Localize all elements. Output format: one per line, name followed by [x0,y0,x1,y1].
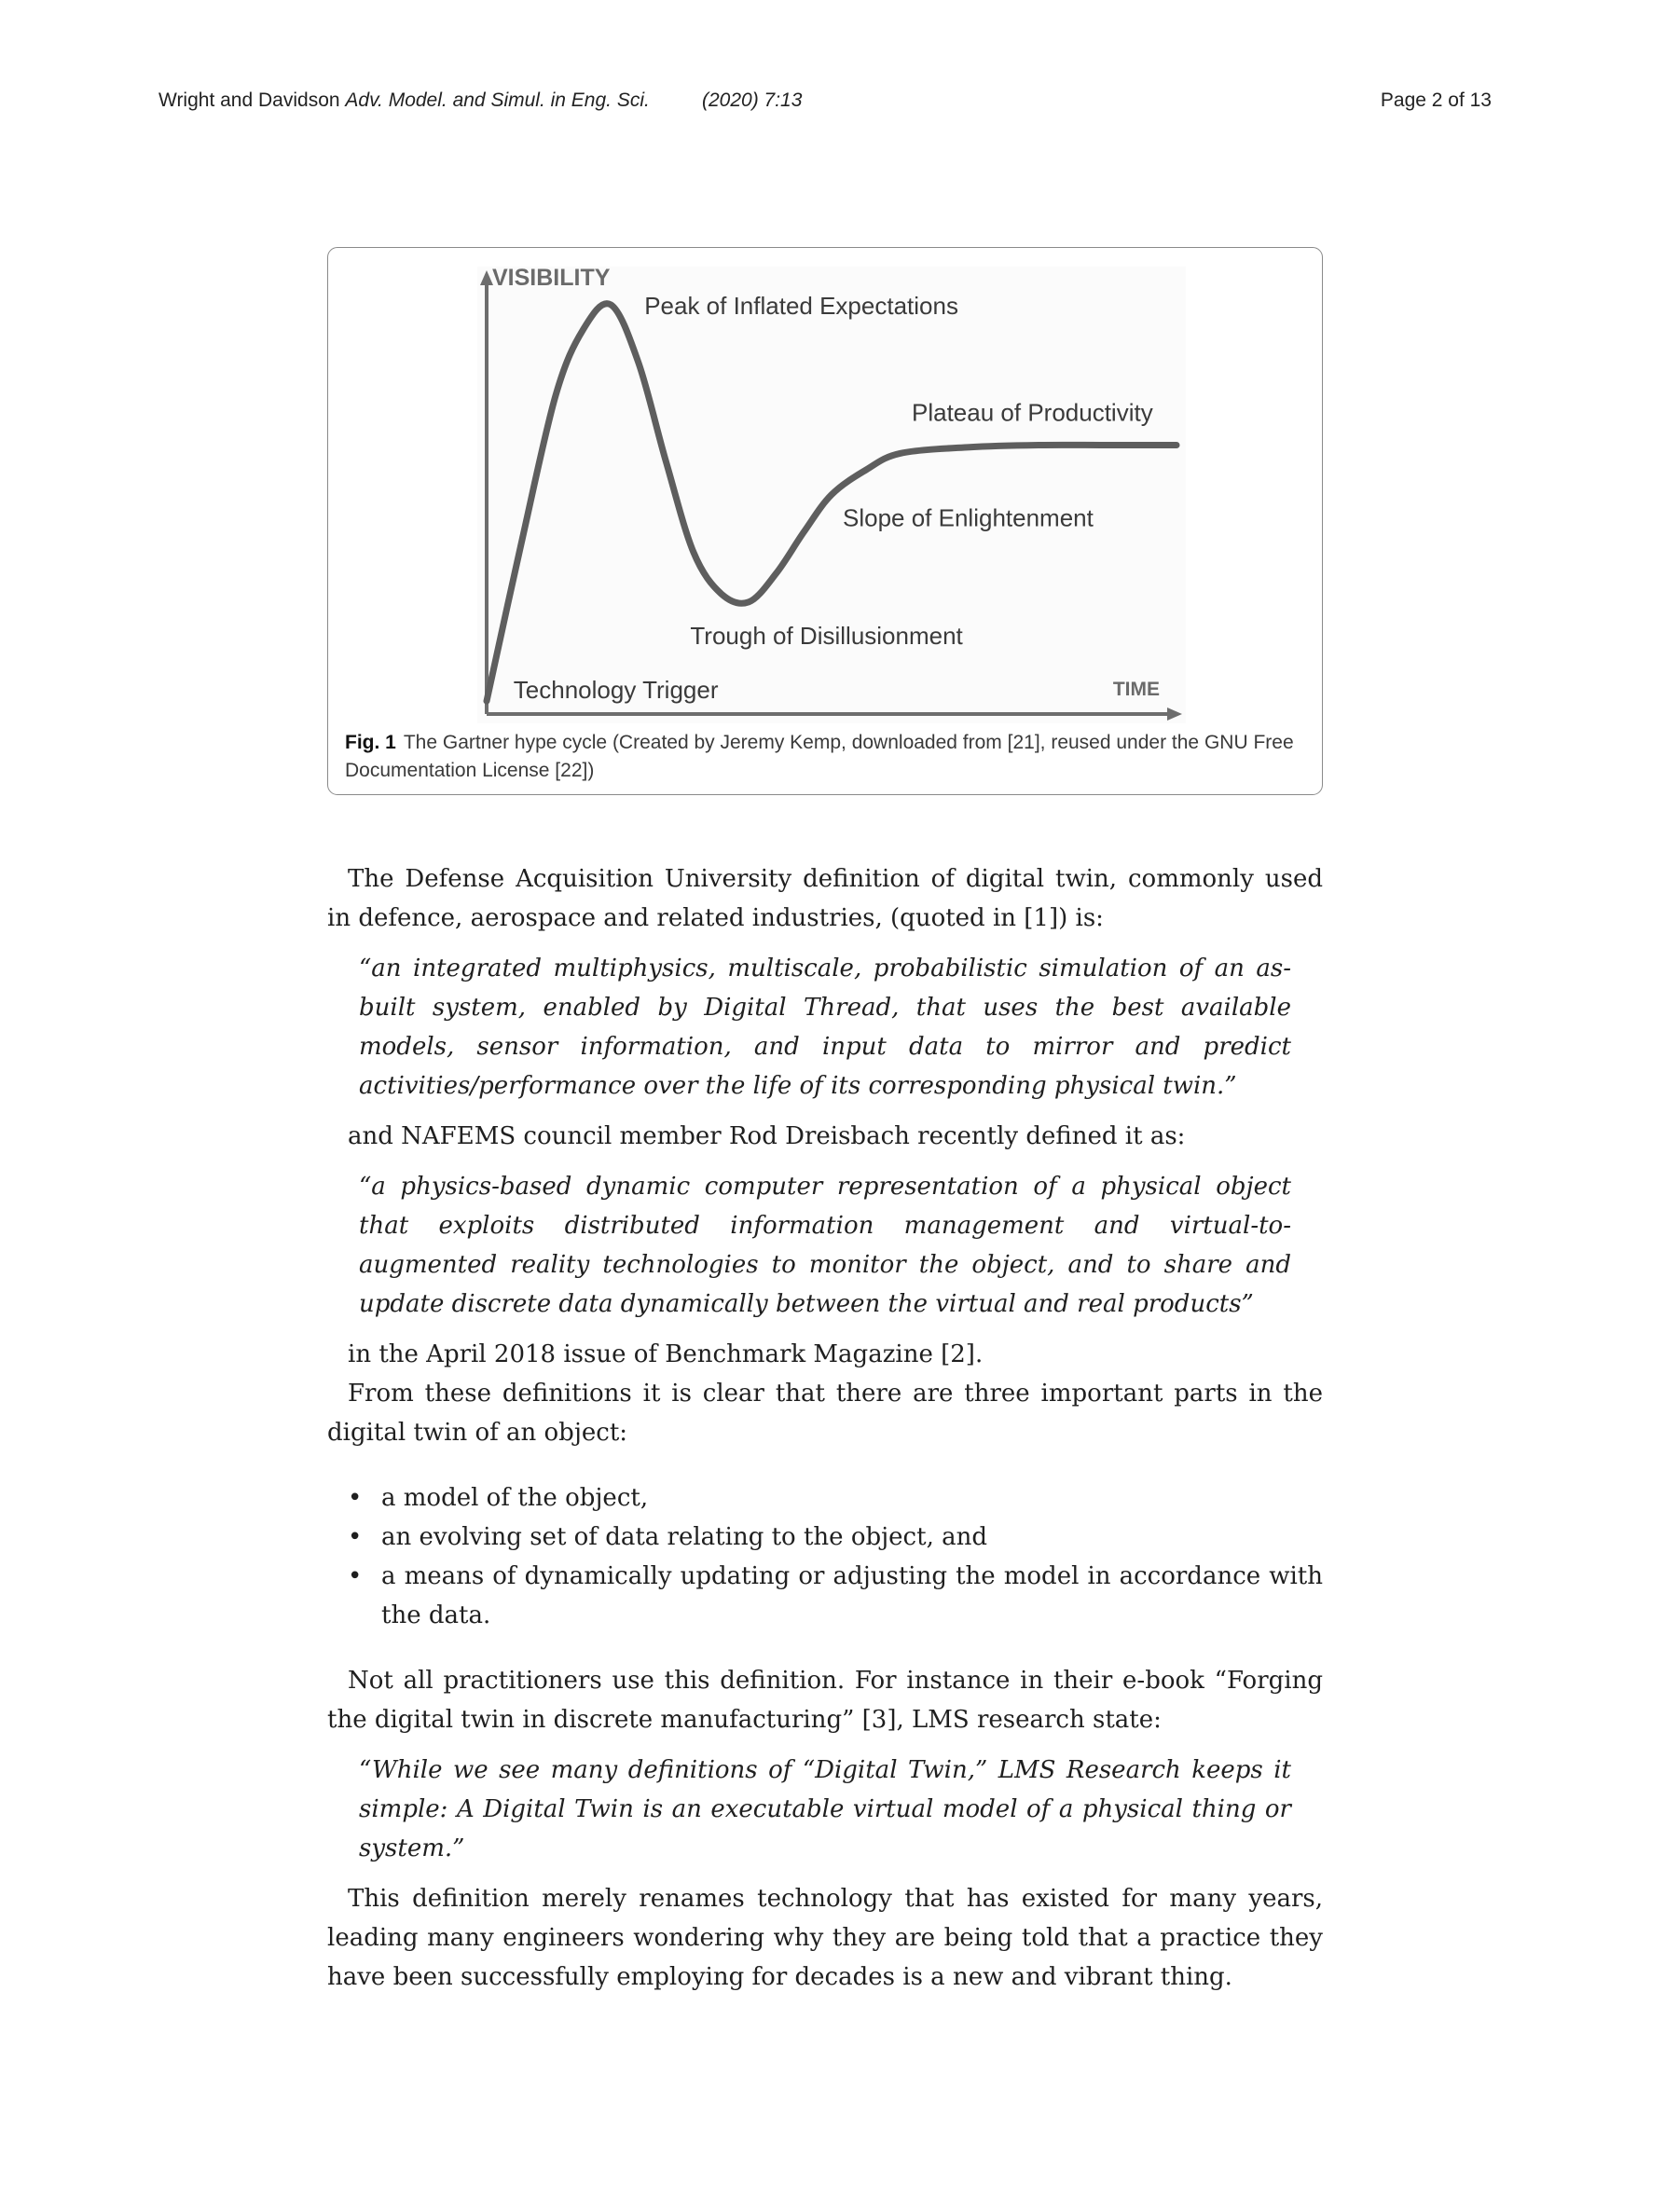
running-header [158,89,1492,117]
list-item-text: a model of the object, [381,1484,649,1512]
quote-nafems-definition: “a physics-based dynamic computer representation of a physical object that exploits distributed information management and virtual-to-augmented reality technologies to monitor the object, and to share and update discrete data dynamically between the virtual and real products” [359,1173,1291,1318]
bullet-icon: • [348,1523,363,1551]
header-journal: Adv. Model. and Simul. in Eng. Sci. [345,89,650,111]
header-year: (2020) 7:13 [702,89,803,111]
header-authors: Wright and Davidson [158,89,340,111]
list-item-text: a means of dynamically updating or adjusting the model in accordance with the data. [381,1562,1323,1629]
header-citation [158,89,650,112]
article-body [327,859,1323,1997]
figure-1 [327,247,1323,795]
list-item-text: an evolving set of data relating to the object, and [381,1523,987,1551]
phase-label: Plateau of Productivity [912,398,1153,427]
quote-dau-definition: “an integrated multiphysics, multiscale, probabilistic simulation of an as-built system, enabled by Digital Thread, that uses the best available models, sensor information, and input data to mirror and predict activities/performance over the life of its corresponding physical twin.” [359,955,1291,1100]
quote-lms-definition: “While we see many definitions of “Digital Twin,” LMS Research keeps it simple: A Digital Twin is an executable virtual model of a physical thing or system.” [359,1756,1291,1862]
figure-caption-text: The Gartner hype cycle (Created by Jeremy Kemp, downloaded from [21], reused under the GNU Free Documentation License [22]) [345,732,1294,781]
phase-label: Peak of Inflated Expectations [644,291,958,320]
phase-label: Technology Trigger [513,676,719,705]
list-item [327,1478,1323,1518]
phase-label: Slope of Enlightenment [843,503,1094,532]
paragraph-lms-intro: Not all practitioners use this definition. For instance in their e-book “Forging the digital twin in discrete manufacturing” [3], LMS research state: [327,1667,1323,1734]
paragraph-dau-definition: The Defense Acquisition University definition of digital twin, commonly used in defence, aerospace and related industries, (quoted in [1]) is: [327,865,1323,932]
paragraph-renames-technology: This definition merely renames technology that has existed for many years, leading many engineers wondering why they are being told that a practice they have been successfully employing for decades is a new and vibrant thing. [327,1885,1323,1991]
paragraph-three-parts: From these definitions it is clear that there are three important parts in the digital twin of an object: [327,1380,1323,1447]
y-axis-label: VISIBILITY [492,265,611,291]
bullet-icon: • [348,1562,363,1590]
figure-label: Fig. 1 [345,732,396,753]
bullet-icon: • [348,1484,363,1512]
x-axis-label: TIME [1112,679,1160,700]
digital-twin-parts-list [327,1478,1323,1635]
list-item [327,1557,1323,1635]
hype-cycle-chart [328,248,1324,723]
paragraph-benchmark-source: in the April 2018 issue of Benchmark Magazine [2]. [348,1340,984,1368]
figure-caption [345,729,1305,785]
paragraph-nafems-intro: and NAFEMS council member Rod Dreisbach recently defined it as: [348,1122,1186,1150]
phase-label: Trough of Disillusionment [690,621,963,650]
list-item [327,1518,1323,1557]
page-number: Page 2 of 13 [1380,89,1492,111]
